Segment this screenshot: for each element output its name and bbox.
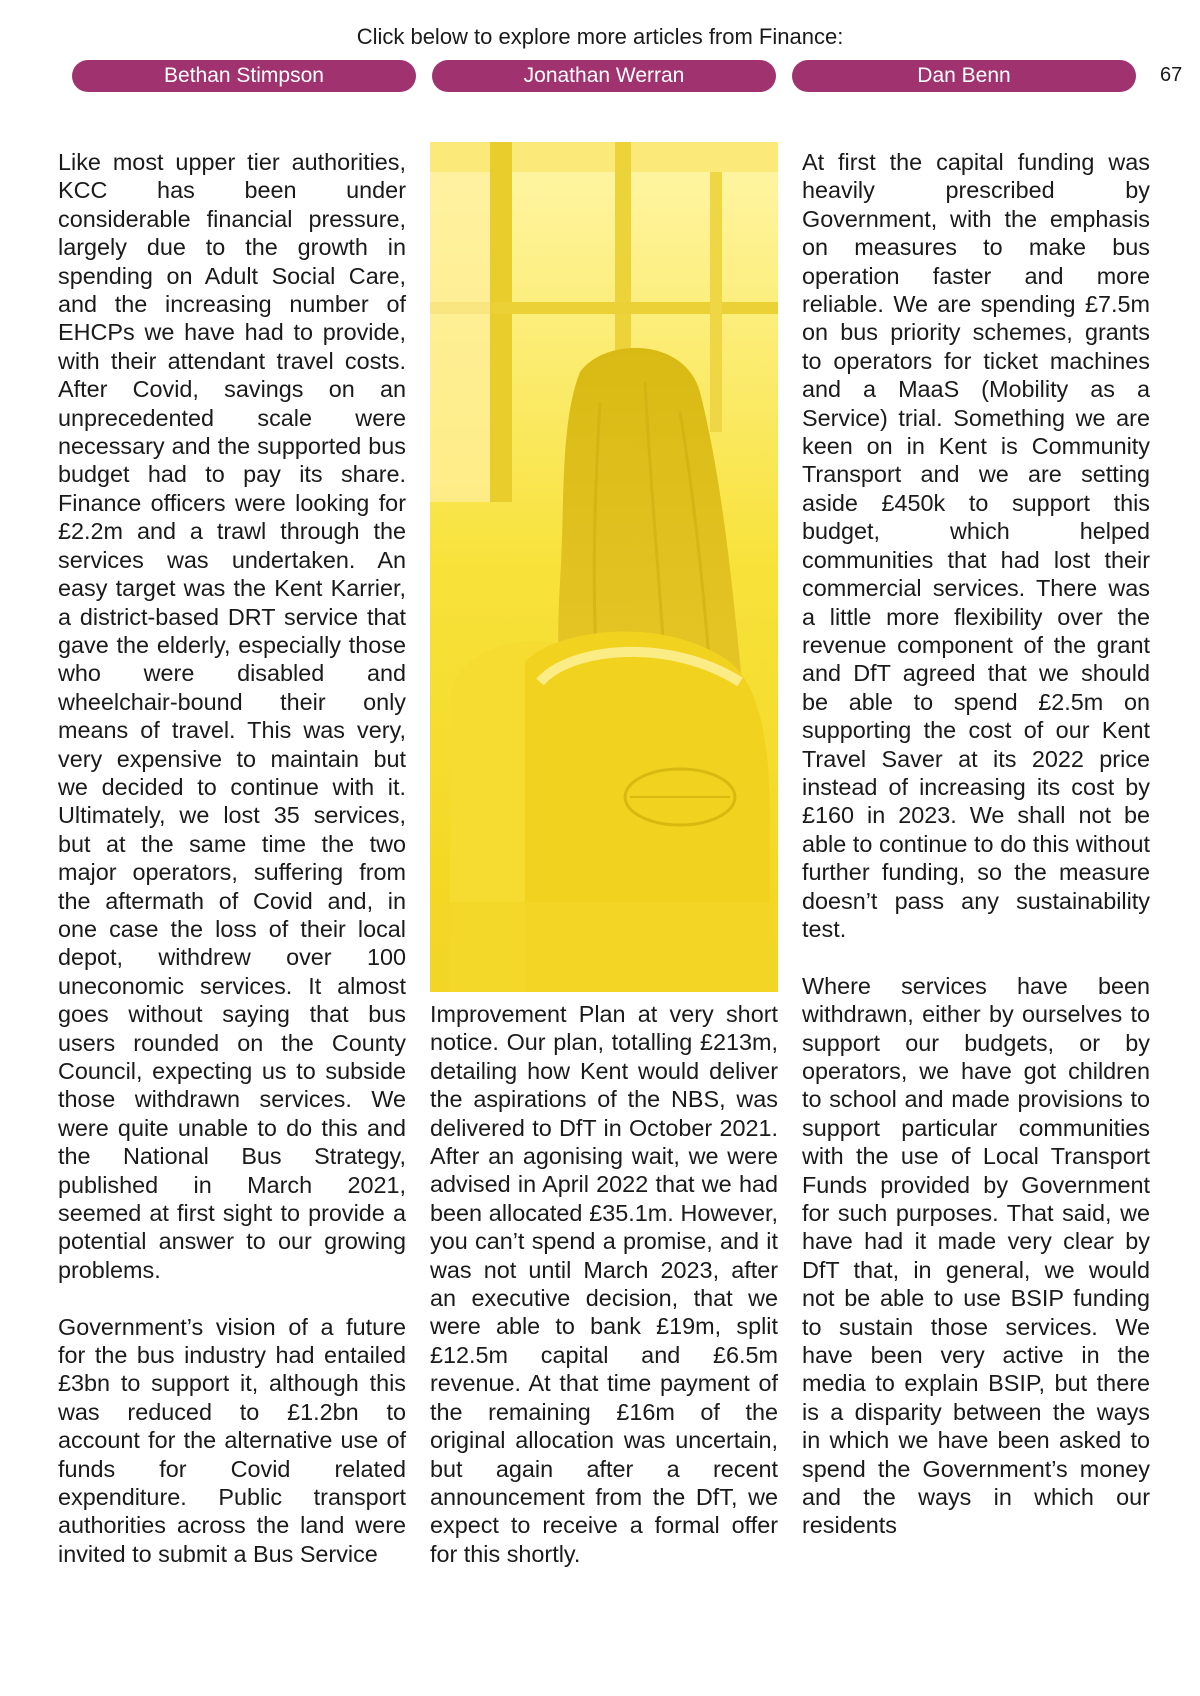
page-number: 67 [1160,64,1183,86]
article-column-1 [58,148,406,1568]
paragraph: Improvement Plan at very short notice. Our plan, totalling £213m, detailing how Kent would deliver the aspirations of the NBS, was delivered to DfT in October 2021. After an agonising wait, we were advised in April 2022 that we had been allocated £35.1m. However, you can’t spend a promise, and it was not until March 2023, after an executive decision, that we were able to bank £19m, split £12.5m capital and £6.5m revenue. At that time payment of the remaining £16m of the original allocation was uncertain, but again after a recent announcement from the DfT, we expect to receive a formal offer for this shortly. [430,1001,778,1567]
article-link-bethan-stimpson[interactable]: Bethan Stimpson [72,60,416,92]
paragraph: Like most upper tier authorities, KCC has been under considerable financial pressure, largely due to the growth in spending on Adult Social Care, and the increasing number of EHCPs we have had to provide, with their attendant travel costs. After Covid, savings on an unprecedented scale were necessary and the supported bus budget had to pay its share. Finance officers were looking for £2.2m and a trawl through the services was undertaken. An easy target was the Kent Karrier, a district-based DRT service that gave the elderly, especially those who were disabled and wheelchair-bound their only means of travel. This was very, very expensive to maintain but we decided to continue with it. Ultimately, we lost 35 services, but at the same time the two major operators, suffering from the aftermath of Covid and, in one case the loss of their local depot, withdrew over 100 uneconomic services. It almost goes without saying that bus users rounded on the County Council, expecting us to subside those withdrawn services. We were quite unable to do this and the National Bus Strategy, published in March 2021, seemed at first sight to provide a potential answer to our growing problems. [58,149,406,1283]
paragraph: Where services have been withdrawn, either by ourselves to support our budgets, or by operators, we have got children to school and made provisions to support particular communities with the use of Local Transport Funds provided by Government for such purposes. That said, we have had it made very clear by DfT that, in general, we would not be able to use BSIP funding to sustain those services. We have been very active in the media to explain BSIP, but there is a disparity between the ways in which we have been asked to spend the Government’s money and the ways in which our residents [802,972,1150,1539]
article-column-2 [430,1000,778,1568]
bus-passenger-photo [430,142,778,992]
photo-illustration [430,142,778,992]
nav-caption: Click below to explore more articles from Finance: [356,24,844,49]
article-link-jonathan-werran[interactable]: Jonathan Werran [432,60,776,92]
paragraph: At first the capital funding was heavily prescribed by Government, with the emphasis on measures to make bus operation faster and more reliable. We are spending £7.5m on bus priority schemes, grants to operators for ticket machines and a MaaS (Mobility as a Service) trial. Something we are keen on in Kent is Community Transport and we are setting aside £450k to support this budget, which helped communities that had lost their commercial services. There was a little more flexibility over the revenue component of the grant and DfT agreed that we should be able to spend £2.5m on supporting the cost of our Kent Travel Saver at its 2022 price instead of increasing its cost by £160 in 2023. We shall not be able to continue to do this without further funding, so the measure doesn’t pass any sustainability test. [802,149,1150,942]
article-link-dan-benn[interactable]: Dan Benn [792,60,1136,92]
paragraph: Government’s vision of a future for the bus industry had entailed £3bn to support it, although this was reduced to £1.2bn to account for the alternative use of funds for Covid related expenditure. Public transport authorities across the land were invited to submit a Bus Service [58,1313,406,1567]
article-column-3 [802,148,1150,1540]
